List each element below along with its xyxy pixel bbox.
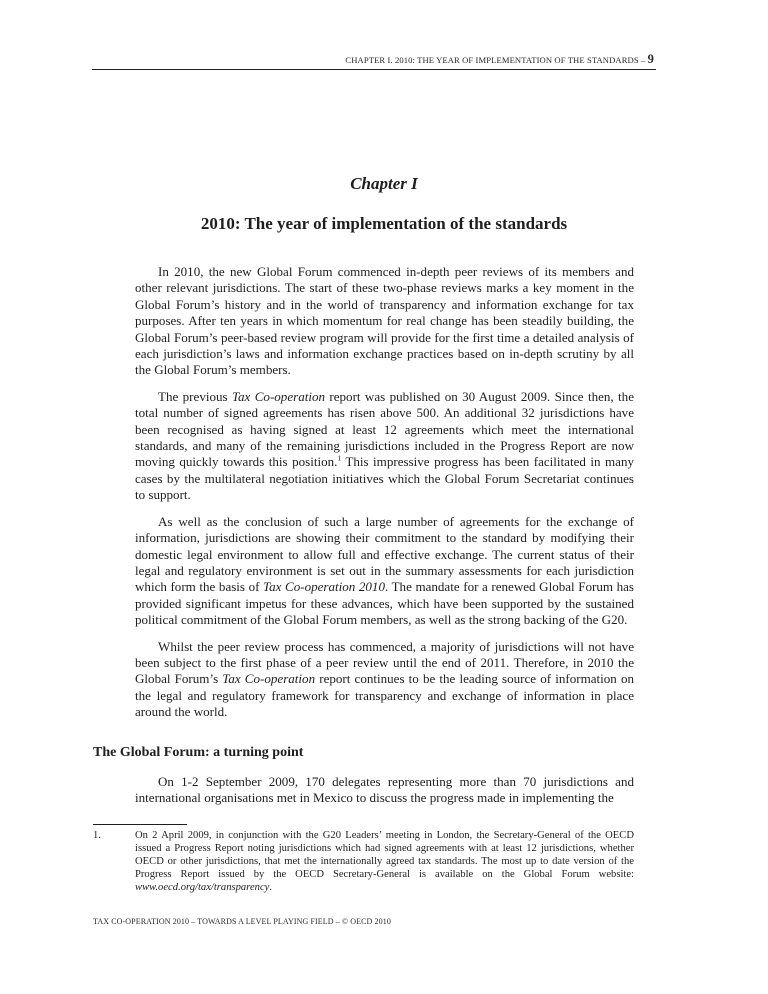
running-title: CHAPTER I. 2010: THE YEAR OF IMPLEMENTATION OF THE STANDARDS: [345, 55, 639, 65]
page-footer: TAX CO-OPERATION 2010 – TOWARDS A LEVEL PLAYING FIELD – © OECD 2010: [93, 917, 391, 926]
header-separator: –: [638, 55, 648, 65]
publication-title: Tax Co-operation: [231, 388, 326, 404]
page-number: 9: [647, 52, 654, 66]
paragraph-4: Whilst the peer review process has commenced, a majority of jurisdictions will not have been subject to the first phase of a peer review until the end of 2011. Therefore, in 2010 the Global Forum’s Tax Co-operation report continues to be the leading source of information on the legal and regulatory framework for transparency and exchange of information in place around the world.: [135, 638, 634, 720]
footnote-marker: 1: [337, 454, 342, 464]
footnote-number: 1.: [93, 830, 101, 841]
section-body: [135, 774, 634, 817]
chapter-title: 2010: The year of implementation of the standards: [200, 214, 568, 233]
publication-title: Tax Co-operation 2010: [263, 579, 385, 595]
paragraph-1: In 2010, the new Global Forum commenced in-depth peer reviews of its members and other relevant jurisdictions. The start of these two-phase reviews marks a key moment in the Global Forum’s history and in the world of transparency and information exchange for tax purposes. After ten years in which momentum for real change has been steadily building, the Global Forum’s peer-based review program will provide for the first time a detailed analysis of each jurisdiction’s laws and information exchange practices based on in-depth scrutiny by all the Global Forum’s members.: [135, 264, 634, 378]
section-heading: The Global Forum: a turning point: [93, 745, 304, 760]
chapter-body: [135, 264, 634, 731]
paragraph-2: The previous Tax Co-operation report was published on 30 August 2009. Since then, the total number of signed agreements has risen above 500. An additional 32 jurisdictions have been recognised as having signed at least 12 agreements which meet the international standards, and many of the remaining jurisdictions included in the Progress Report are now moving quickly towards this position.$^1$ This impressive progress has been facilitated in many cases by the multilateral negotiation initiatives which the Global Forum Secretariat continues to support.: [135, 388, 634, 503]
footnote-text: On 2 April 2009, in conjunction with the G20 Leaders’ meeting in London, the Secretary-General of the OECD issued a Progress Report noting jurisdictions which had signed agreements with at least 12 jurisdictions, whether OECD or other jurisdictions, that met the internationally agreed tax standards. The most up to date version of the Progress Report issued by the OECD Secretary-General is available on the Global Forum website: www.oecd.org/tax/transparency.: [135, 830, 634, 893]
footnote: [93, 829, 634, 894]
footnote-link[interactable]: www.oecd.org/tax/transparency: [135, 882, 270, 893]
paragraph-3: As well as the conclusion of such a large number of agreements for the exchange of information, jurisdictions are showing their commitment to the standard by modifying their domestic legal environment to allow full and effective exchange. The current status of their legal and regulatory environment is set out in the summary assessments for each jurisdiction which form the basis of Tax Co-operation 2010. The mandate for a renewed Global Forum has provided significant impetus for these advances, which have been supported by the sustained political commitment of the Global Forum members, as well as the strong backing of the G20.: [135, 513, 635, 628]
chapter-label: Chapter I: [350, 174, 418, 193]
section-paragraph-1: On 1-2 September 2009, 170 delegates representing more than 70 jurisdictions and international organisations met in Mexico to discuss the progress made in implementing the: [135, 774, 634, 806]
header-rule: [92, 69, 656, 70]
footnote-rule: [93, 824, 187, 825]
publication-title: Tax Co-operation: [222, 671, 316, 687]
running-header: [345, 52, 654, 67]
